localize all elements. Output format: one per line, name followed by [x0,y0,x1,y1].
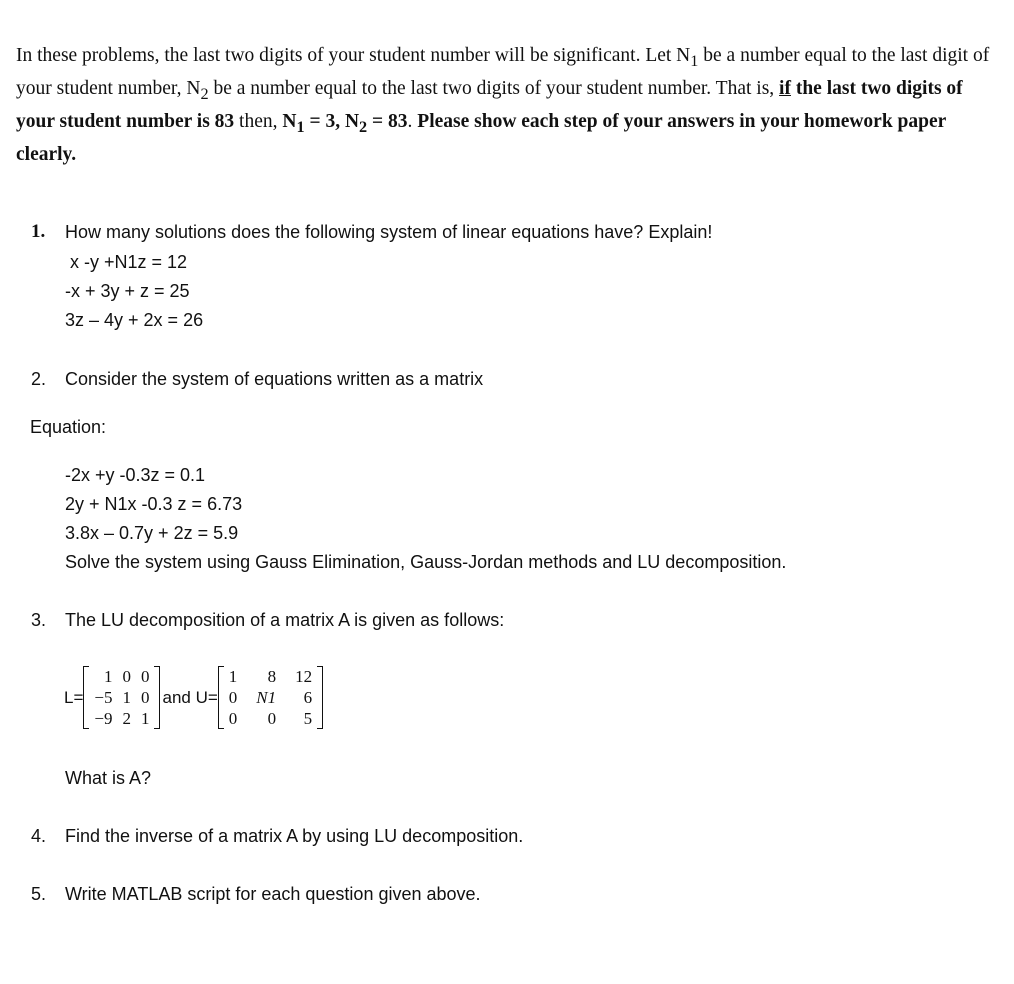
intro-text: In these problems, the last two digits of your student number will be significant. Let N [16,45,691,66]
subscript: 1 [690,51,699,70]
intro-bold-instruction: Please show each step of your answers in your homework paper clearly. [16,110,946,165]
matrix-cell: 1 [228,667,238,686]
u-matrix [218,666,323,729]
if-word: if [779,77,791,99]
subscript: 2 [200,84,209,103]
q2-number: 2. [31,369,47,389]
matrix-cell: 0 [140,667,150,686]
matrix-cell: 0 [140,688,150,707]
q1-number: 1. [31,221,46,242]
matrix-cell: N1 [256,688,277,707]
matrix-cell: 12 [295,667,313,686]
n1-value: = 3, N [304,110,360,132]
l-matrix [83,666,160,729]
matrix-cell: 2 [122,709,131,728]
matrix-cell: 0 [228,688,238,707]
q1-text: How many solutions does the following system of linear equations have? Explain! [65,222,713,242]
intro-text: then, [234,110,283,132]
q2-equation-3: 3.8x – 0.7y + 2z = 5.9 [65,523,239,543]
q2-equation-1: -2x +y -0.3z = 0.1 [65,465,206,485]
intro-text: . [407,110,418,132]
matrix-cell: 1 [140,709,150,728]
matrix-cell: −5 [94,688,113,707]
matrix-cell: 0 [267,709,277,728]
q3-number: 3. [31,610,47,630]
q3-text: The LU decomposition of a matrix A is given as follows: [65,610,505,630]
and-u-label: and U= [162,687,218,707]
q4-number: 4. [31,826,47,846]
q3-question: What is A? [65,768,152,788]
matrix-cell: 1 [122,688,131,707]
matrix-cell: 0 [228,709,238,728]
n1-label: N [282,110,297,132]
q2-instruction: Solve the system using Gauss Elimination, Gauss-Jordan methods and LU decomposition. [65,552,787,572]
matrix-cell: 5 [303,709,313,728]
q4-text: Find the inverse of a matrix A by using LU decomposition. [65,826,524,846]
intro-text: be a number equal to the last two digits of your student number. That is, [208,77,780,99]
q5-number: 5. [31,884,47,904]
q1-equation-2: -x + 3y + z = 25 [65,281,190,301]
lu-matrices [64,666,323,729]
q2-equation-2: 2y + N1x -0.3 z = 6.73 [65,494,243,514]
q2-equation-label: Equation: [30,417,107,437]
matrix-cell: −9 [94,709,113,728]
q1-equation-3: 3z – 4y + 2x = 26 [65,310,204,330]
intro-bold-text: the last two digits of your student number is 83 [16,77,963,132]
matrix-cell: 1 [103,667,113,686]
l-label: L= [64,687,84,707]
q1-equation-1: x -y +N1z = 12 [70,252,188,272]
q5-text: Write MATLAB script for each question given above. [65,884,481,904]
n2-value: = 83 [367,110,408,132]
subscript: 2 [359,117,368,136]
matrix-cell: 6 [303,688,313,707]
matrix-cell: 8 [267,667,277,686]
intro-text: be a number equal to the last digit of your student number, N [16,45,990,99]
matrix-cell: 0 [122,667,131,686]
subscript: 1 [296,117,305,136]
q2-text: Consider the system of equations written as a matrix [65,369,484,389]
intro-paragraph [16,42,996,169]
